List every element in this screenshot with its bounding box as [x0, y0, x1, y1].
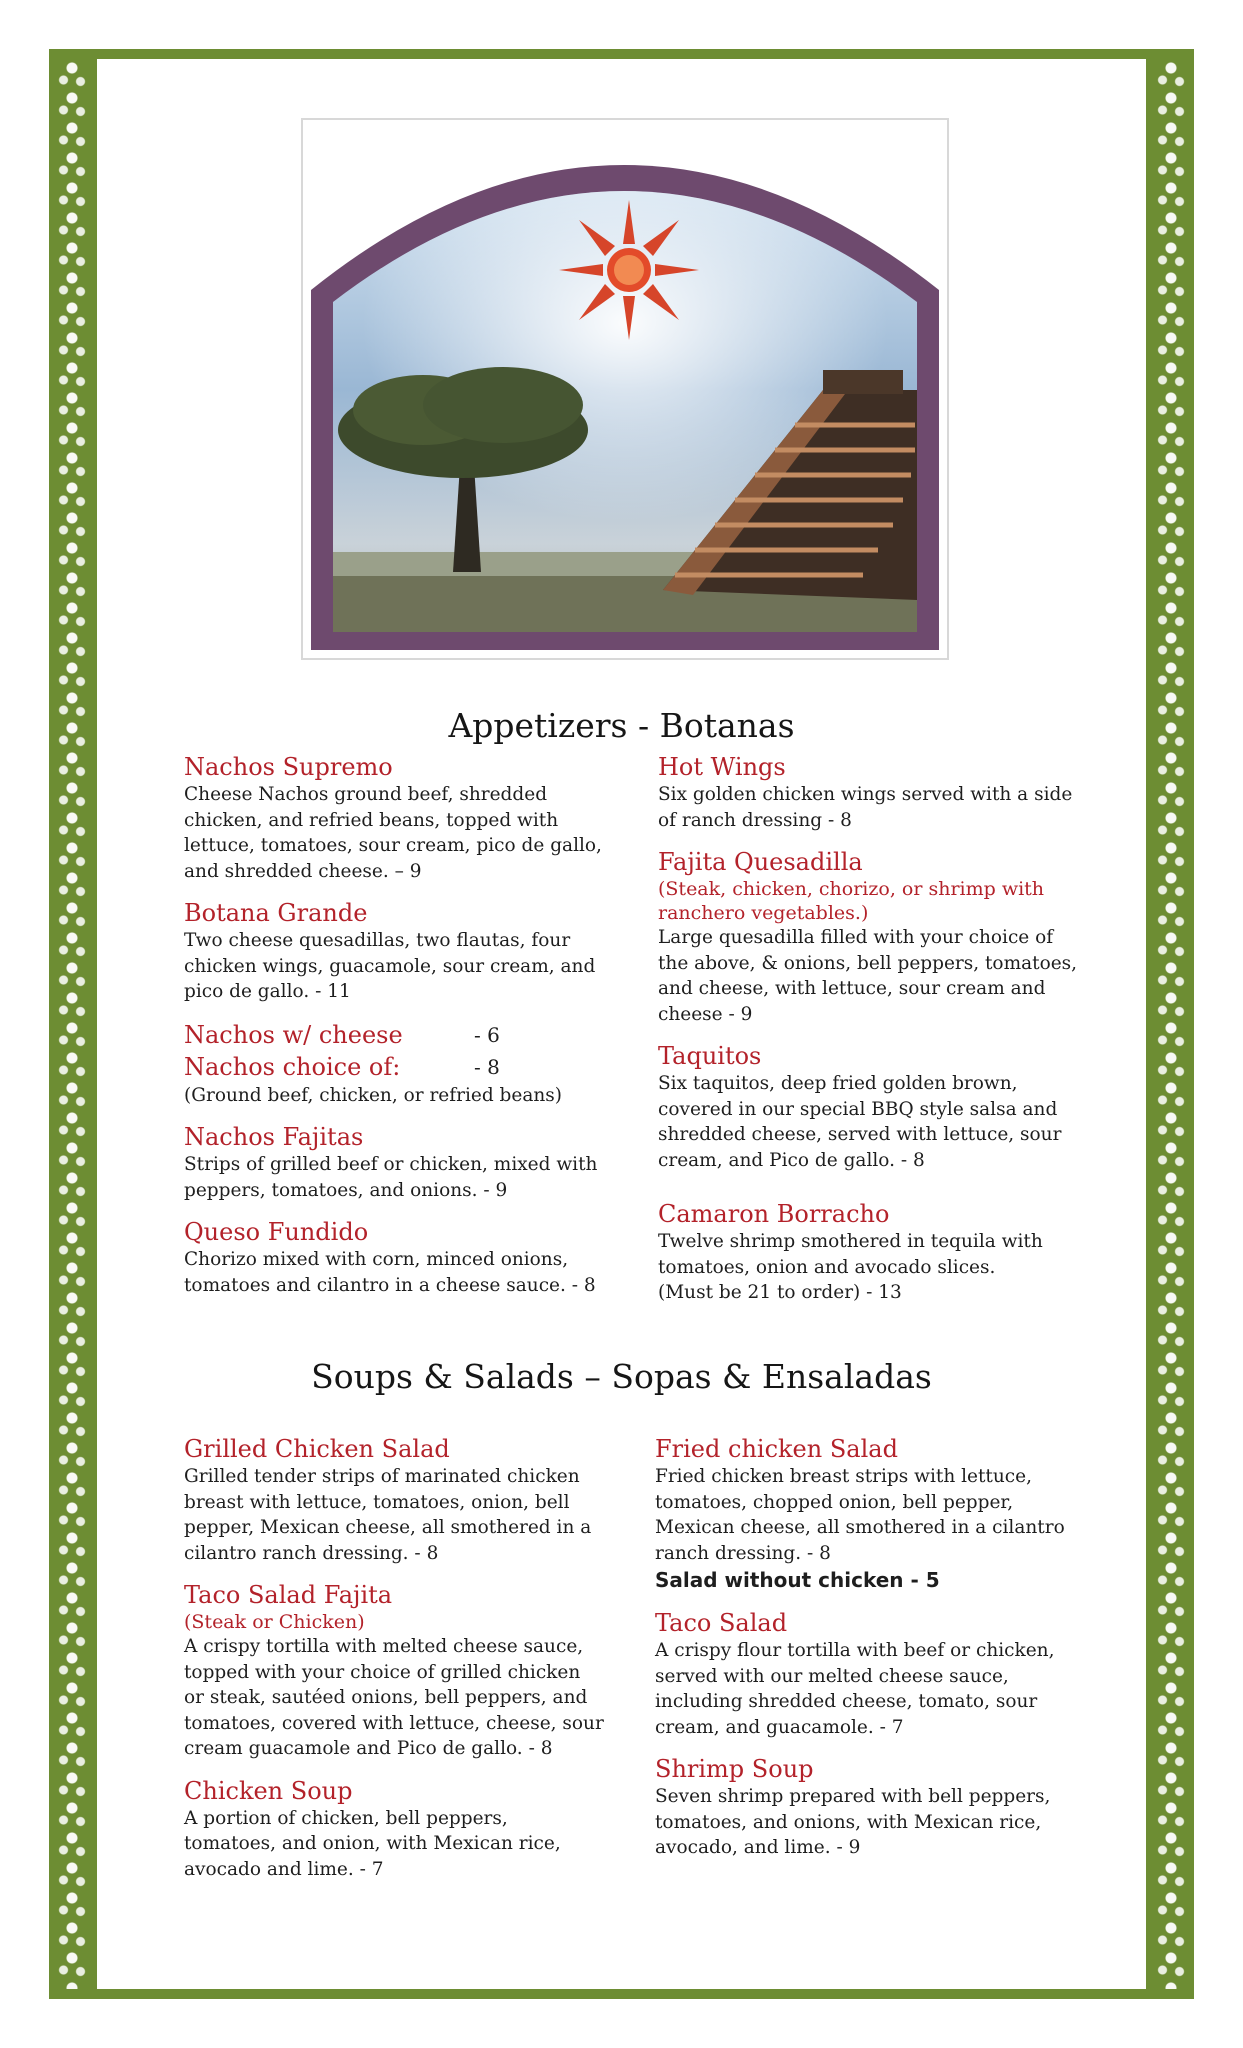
- item-description: A portion of chicken, bell peppers, tomatoes, and onion, with Mexican rice, avocado and lime. - 7: [184, 1807, 561, 1880]
- item-name: Taco Salad Fajita: [184, 1581, 393, 1609]
- appetizers-title: Appetizers - Botanas: [448, 706, 795, 745]
- menu-item-nachos: [184, 1019, 624, 1109]
- item-description: Cheese Nachos ground beef, shredded chicken, and refried beans, topped with lettuce, tomatoes, sour cream, pico de gallo, and shredded cheese. – 9: [184, 784, 602, 882]
- header-illustration: [301, 118, 949, 660]
- item-description: (Ground beef, chicken, or refried beans): [184, 1084, 562, 1106]
- item-name: Botana Grande: [184, 899, 368, 927]
- appetizers-left-column: [184, 752, 624, 1312]
- menu-item: [184, 752, 624, 884]
- item-description: Large quesadilla filled with your choice of the above, & onions, bell peppers, tomatoes, and cheese, with lettuce, sour cream and cheese - 9: [658, 927, 1078, 1025]
- item-name: Taco Salad: [655, 1609, 788, 1637]
- menu-item: [658, 1199, 1078, 1306]
- menu-item: [655, 1434, 1075, 1594]
- item-description: A crispy tortilla with melted cheese sauce, topped with your choice of grilled chicken or steak, sautéed onions, bell peppers, and tomatoes, covered with lettuce, cheese, sour cream guacamole and Pico de gallo. - 8: [184, 1636, 604, 1759]
- menu-item: [184, 1122, 624, 1203]
- item-name: Shrimp Soup: [655, 1755, 814, 1783]
- price-row: [184, 1019, 624, 1051]
- price-row: [184, 1051, 624, 1083]
- soups-salads-title: Soups & Salads – Sopas & Ensaladas: [311, 1357, 932, 1396]
- item-name: Camaron Borracho: [658, 1200, 890, 1228]
- item-name: Fajita Quesadilla: [658, 848, 863, 876]
- item-name: Chicken Soup: [184, 1776, 353, 1805]
- item-description: Grilled tender strips of marinated chicken breast with lettuce, tomatoes, onion, bell pepper, Mexican cheese, all smothered in a cilantro ranch dressing. - 8: [184, 1466, 592, 1564]
- menu-item: [184, 898, 624, 1005]
- item-description: A crispy flour tortilla with beef or chicken, served with our melted cheese sauce, including shredded cheese, tomato, sour cream, and guacamole. - 7: [655, 1640, 1055, 1738]
- appetizers-right-column: [658, 752, 1078, 1320]
- soups-right-column: [655, 1434, 1075, 1875]
- sun-icon: [559, 200, 699, 340]
- item-description-note: (Must be 21 to order) - 13: [658, 1282, 902, 1303]
- menu-item: [655, 1608, 1075, 1740]
- item-description: Seven shrimp prepared with bell peppers, tomatoes, and onions, with Mexican rice, avocado, and lime. - 9: [655, 1786, 1051, 1858]
- item-name: Nachos Supremo: [184, 753, 393, 781]
- menu-item: [184, 1434, 604, 1566]
- item-name: Hot Wings: [658, 753, 786, 781]
- menu-item: [658, 1041, 1078, 1173]
- sun-tree-pyramid-image: [303, 120, 947, 658]
- item-description: Fried chicken breast strips with lettuce, tomatoes, chopped onion, bell pepper, Mexican cheese, all smothered in a cilantro ranch dressing. - 8: [655, 1466, 1065, 1564]
- menu-item: [655, 1754, 1075, 1861]
- item-name: Nachos choice of:: [184, 1052, 401, 1081]
- item-name: Nachos w/ cheese: [184, 1020, 403, 1049]
- item-description: Chorizo mixed with corn, minced onions, tomatoes and cilantro in a cheese sauce. - 8: [184, 1249, 596, 1296]
- item-extra-note: Salad without chicken - 5: [655, 1568, 940, 1592]
- menu-item: [184, 1217, 624, 1298]
- item-price: - 8: [474, 1054, 500, 1079]
- left-floral-border: [55, 59, 89, 1989]
- item-description: Strips of grilled beef or chicken, mixed with peppers, tomatoes, and onions. - 9: [184, 1154, 598, 1201]
- soups-left-column: [184, 1434, 604, 1896]
- menu-item: [658, 847, 1078, 1027]
- item-description: Six taquitos, deep fried golden brown, covered in our special BBQ style salsa and shredded cheese, served with lettuce, sour cream, and Pico de gallo. - 8: [658, 1073, 1062, 1171]
- item-name: Queso Fundido: [184, 1218, 369, 1246]
- item-price: - 6: [474, 1022, 500, 1047]
- right-floral-border: [1154, 59, 1188, 1989]
- item-name: Grilled Chicken Salad: [184, 1435, 450, 1463]
- item-subtitle: (Steak or Chicken): [184, 1611, 365, 1633]
- item-name: Fried chicken Salad: [655, 1435, 898, 1463]
- menu-item: [184, 1776, 604, 1883]
- item-description: Two cheese quesadillas, two flautas, four chicken wings, guacamole, sour cream, and pico de gallo. - 11: [184, 930, 596, 1002]
- item-name: Nachos Fajitas: [184, 1123, 364, 1151]
- item-description: Six golden chicken wings served with a side of ranch dressing - 8: [658, 784, 1073, 831]
- item-name: Taquitos: [658, 1042, 762, 1070]
- item-description: Twelve shrimp smothered in tequila with tomatoes, onion and avocado slices.: [658, 1231, 1043, 1278]
- menu-item: [184, 1580, 604, 1762]
- menu-item: [658, 752, 1078, 833]
- item-subtitle: (Steak, chicken, chorizo, or shrimp with ranchero vegetables.): [658, 878, 1045, 924]
